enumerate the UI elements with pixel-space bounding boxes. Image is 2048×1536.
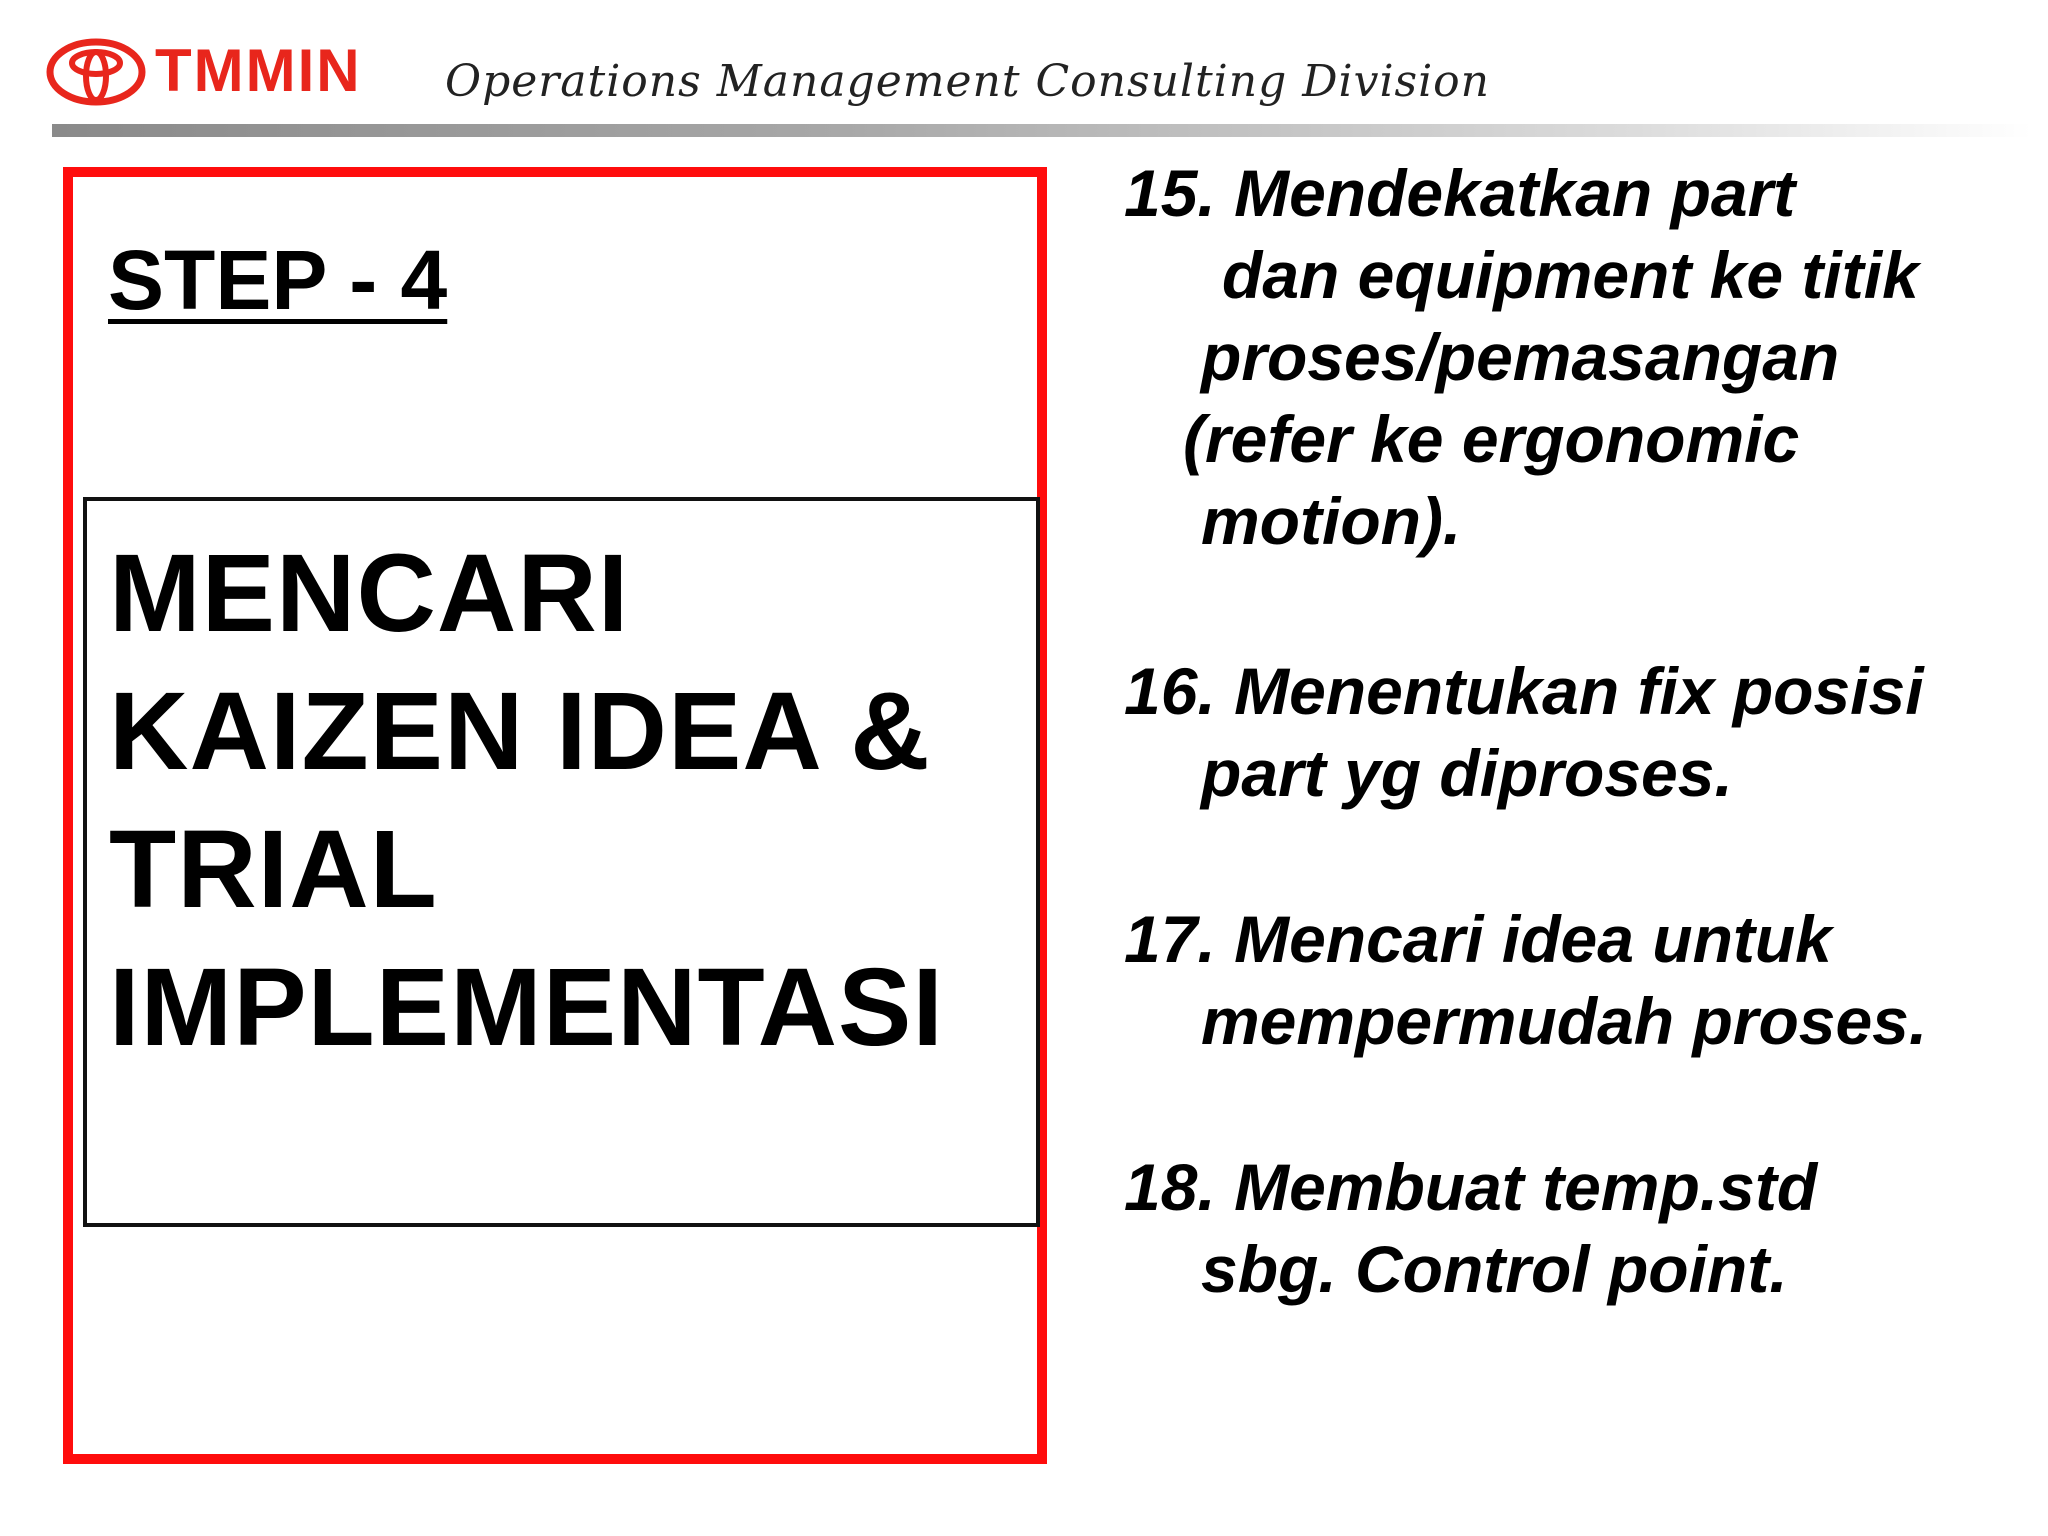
step-heading-line: KAIZEN IDEA & [109,670,931,793]
list-item-17-line: 17. Mencari idea untuk [1124,902,1832,976]
step-heading [109,525,1029,1077]
list-item-17-line: mempermudah proses. [1201,984,1928,1058]
list-item-15-line: proses/pemasangan [1201,320,1840,394]
brand-name: TMMIN [155,37,362,104]
step-title: STEP - 4 [108,233,448,327]
slide-header [0,0,2048,140]
list-item-15-line: 15. Mendekatkan part [1124,156,1796,230]
list-item-16-line: part yg diproses. [1201,736,1733,810]
step-heading-line: TRIAL [109,808,438,931]
list-item-15-line: dan equipment ke titik [1222,238,1919,312]
list-item-16-line: 16. Menentukan fix posisi [1124,654,1924,728]
list-item-15-line: motion). [1201,484,1462,558]
step-heading-line: MENCARI [109,532,630,655]
list-item-18-line: 18. Membuat temp.std [1124,1150,1818,1224]
step-heading-line: IMPLEMENTASI [109,946,944,1069]
header-divider [52,124,2032,137]
list-item-15-line: (refer ke ergonomic [1183,402,1800,476]
list-item-18-line: sbg. Control point. [1201,1232,1788,1306]
division-name: Operations Management Consulting Division [445,56,1491,107]
toyota-emblem-icon [46,38,146,106]
